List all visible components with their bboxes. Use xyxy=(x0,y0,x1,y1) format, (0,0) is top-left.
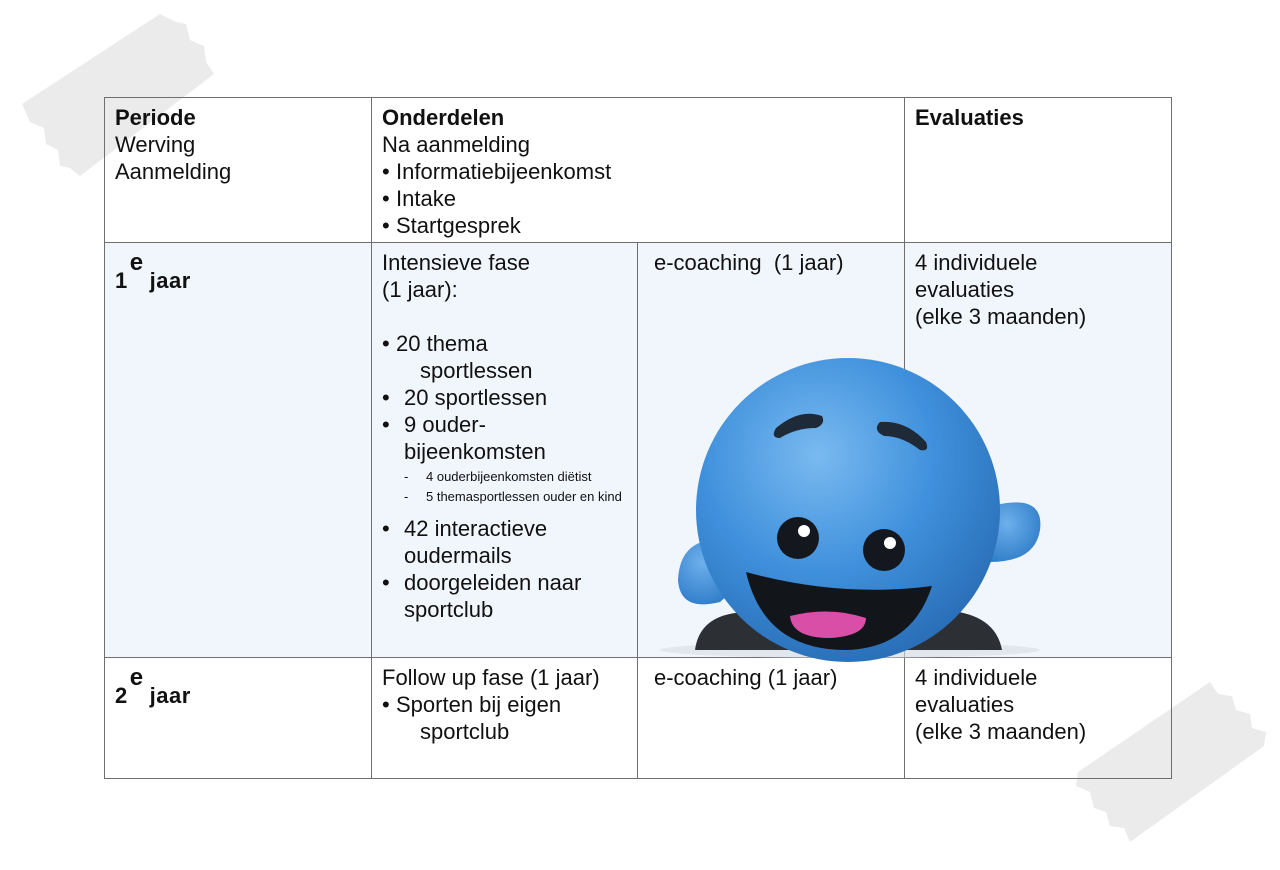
onderdelen-cell xyxy=(372,98,905,243)
year1-suffix: e xyxy=(129,249,144,276)
year2-row xyxy=(105,658,1172,779)
year2-coaching: e-coaching (1 jaar) xyxy=(654,665,838,690)
year2-activity-list xyxy=(382,691,627,745)
onderdelen-heading: Onderdelen xyxy=(382,105,505,130)
year2-evaluatie-line: (elke 3 maanden) xyxy=(915,719,1087,744)
list-item: • Intake xyxy=(382,185,894,212)
year2-phase-title: Follow up fase (1 jaar) xyxy=(382,665,600,690)
list-item: • 20 thema sportlessen xyxy=(382,330,627,384)
list-item: • Startgesprek xyxy=(382,212,894,239)
year1-row xyxy=(105,243,1172,658)
year1-word: jaar xyxy=(149,268,191,293)
year1-activity-list xyxy=(382,330,627,384)
year1-evaluatie-line: evaluaties xyxy=(915,277,1015,302)
list-item: • Sporten bij eigen sportclub xyxy=(382,691,627,745)
year2-word: jaar xyxy=(149,683,191,708)
year2-evaluatie-line: 4 individuele xyxy=(915,665,1038,690)
year1-evaluatie-cell xyxy=(905,243,1172,658)
year1-activity-list-more xyxy=(382,384,627,623)
periode-line-aanmelding: Aanmelding xyxy=(115,159,232,184)
year2-evaluatie-line: evaluaties xyxy=(915,692,1015,717)
year1-label xyxy=(105,243,372,658)
year1-evaluatie-line: 4 individuele xyxy=(915,250,1038,275)
year1-coaching: e-coaching (1 jaar) xyxy=(654,250,844,275)
year2-suffix: e xyxy=(129,664,144,691)
year1-coaching-cell xyxy=(638,243,905,658)
periode-line-werving: Werving xyxy=(115,132,196,157)
header-row xyxy=(105,98,1172,243)
year1-phase-title: Intensieve fase xyxy=(382,250,530,275)
year1-onderdelen-cell xyxy=(372,243,638,658)
year1-number: 1 xyxy=(115,268,128,293)
list-item: • Informatiebijeenkomst xyxy=(382,158,894,185)
year2-evaluatie-cell xyxy=(905,658,1172,779)
sub-list-item: - 5 themasportlessen ouder en kind xyxy=(404,487,627,507)
onderdelen-intro: Na aanmelding xyxy=(382,132,530,157)
periode-cell xyxy=(105,98,372,243)
ouder-sub-list xyxy=(382,467,627,507)
year2-coaching-cell xyxy=(638,658,905,779)
list-item: • 9 ouder- bijeenkomsten - 4 ouderbijeenkomsten diëtist - 5 themasportlessen ouder en kind xyxy=(382,411,627,507)
sub-list-item: - 4 ouderbijeenkomsten diëtist xyxy=(404,467,627,487)
year2-onderdelen-cell xyxy=(372,658,638,779)
list-item: • 20 sportlessen xyxy=(382,384,627,411)
program-table xyxy=(104,97,1172,779)
onderdelen-list xyxy=(382,158,894,239)
periode-heading: Periode xyxy=(115,105,196,130)
evaluaties-cell xyxy=(905,98,1172,243)
year1-phase-duration: (1 jaar): xyxy=(382,277,458,302)
year2-label xyxy=(105,658,372,779)
year1-evaluatie-line: (elke 3 maanden) xyxy=(915,304,1087,329)
evaluaties-heading: Evaluaties xyxy=(915,105,1024,130)
list-item: • 42 interactieve oudermails xyxy=(382,515,627,569)
list-item: • doorgeleiden naar sportclub xyxy=(382,569,627,623)
year2-number: 2 xyxy=(115,683,128,708)
